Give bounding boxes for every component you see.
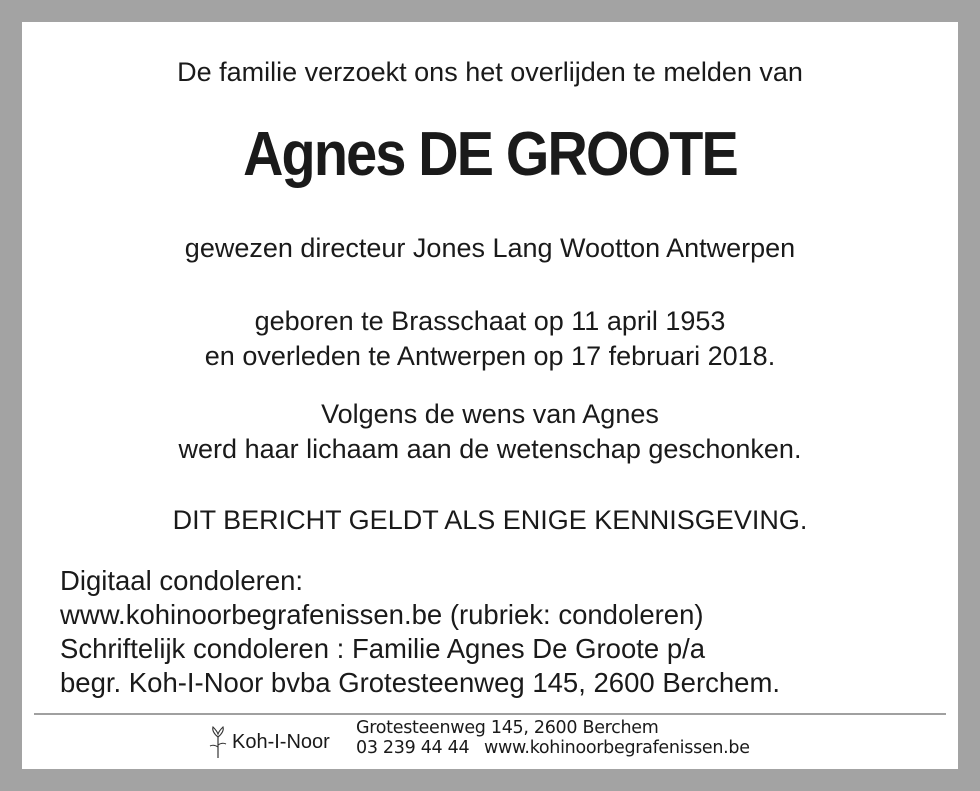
digital-condolence-label: Digitaal condoleren: — [60, 565, 304, 596]
written-condolence-line2: begr. Koh-I-Noor bvba Grotesteenweg 145, 2600 Berchem. — [60, 667, 781, 698]
funeral-home-name: Koh-I-Noor — [232, 730, 330, 753]
death-text: en overleden te Antwerpen op 17 februari 2018. — [204, 341, 776, 371]
condolence-website[interactable]: www.kohinoorbegrafenissen.be (rubriek: condoleren) — [60, 599, 704, 630]
notice-card — [22, 22, 958, 769]
written-condolence-line1: Schriftelijk condoleren : Familie Agnes De Groote p/a — [60, 633, 706, 664]
flower-icon — [208, 725, 228, 759]
funeral-home-contact — [356, 718, 750, 758]
funeral-home-website[interactable]: www.kohinoorbegrafenissen.be — [484, 738, 750, 758]
wish-text-line1: Volgens de wens van Agnes — [321, 399, 659, 429]
birth-text: geboren te Brasschaat op 11 april 1953 — [254, 306, 726, 336]
wish-text-line2: werd haar lichaam aan de wetenschap geschonken. — [178, 434, 802, 464]
funeral-home-address: Grotesteenweg 145, 2600 Berchem — [356, 718, 659, 738]
funeral-home-phone: 03 239 44 44 — [356, 738, 470, 758]
occupation-text: gewezen directeur Jones Lang Wootton Antwerpen — [184, 233, 796, 263]
funeral-home-logo — [208, 722, 330, 762]
footer-divider — [34, 713, 946, 715]
deceased-name: Agnes DE GROOTE — [243, 120, 737, 189]
intro-text: De familie verzoekt ons het overlijden te melden van — [177, 57, 803, 87]
notice-statement: DIT BERICHT GELDT ALS ENIGE KENNISGEVING. — [172, 505, 808, 535]
